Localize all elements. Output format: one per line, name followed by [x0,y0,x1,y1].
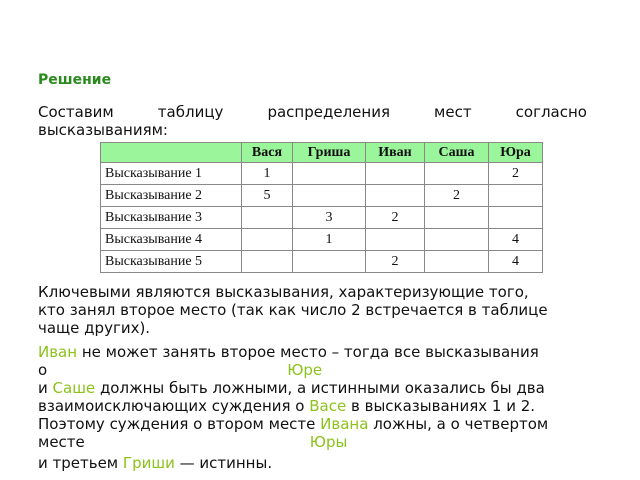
row-label: Высказывание 1 [101,163,242,185]
header-cell: Иван [366,143,425,163]
header-cell: Юра [489,143,543,163]
table-row [101,251,543,273]
text: и третьем [38,454,119,472]
intro-line-2: высказываниям: [38,121,168,139]
table-row [101,163,543,185]
p3-line-3 [38,379,587,397]
table-cell [293,251,366,273]
table-row [101,207,543,229]
p3-line-5 [38,415,587,433]
table-cell [489,185,543,207]
table-cell: 2 [366,207,425,229]
row-label: Высказывание 2 [101,185,242,207]
text: о [38,361,48,379]
header-cell [101,143,242,163]
text: — истинны. [179,454,273,472]
text: должны быть ложными, а истинными оказались бы два [99,379,545,397]
text: не может занять второе место – тогда все высказывания [81,343,539,361]
table-cell [425,229,489,251]
word: таблицу [157,103,224,121]
p3-line-7 [38,454,587,472]
table-cell: 2 [366,251,425,273]
table-cell [293,185,366,207]
intro-line-1 [38,103,587,121]
places-table [100,142,543,273]
table-cell [293,163,366,185]
word: Составим [38,103,114,121]
word: мест [434,103,472,121]
table-cell [242,251,293,273]
word: согласно [515,103,587,121]
table-cell: 2 [425,185,489,207]
text: месте [38,433,85,451]
text: Поэтому суждения о втором месте [38,415,316,433]
text: взаимоисключающих суждения о [38,397,305,415]
name-highlight: Юре [287,361,323,379]
table-row [101,229,543,251]
table-cell: 2 [489,163,543,185]
table-header-row [101,143,543,163]
table-cell [366,229,425,251]
table-cell [489,207,543,229]
text: в высказываниях 1 и 2. [351,397,536,415]
table-cell: 5 [242,185,293,207]
table-cell: 4 [489,251,543,273]
text: и [38,379,48,397]
name-highlight: Саше [52,379,96,397]
table-cell: 1 [242,163,293,185]
name-highlight: Иван [38,343,78,361]
table-cell: 4 [489,229,543,251]
name-highlight: Гриши [122,454,175,472]
p3-line-1 [38,343,587,361]
table-row [101,185,543,207]
table-cell [425,163,489,185]
header-cell: Вася [242,143,293,163]
name-highlight: Юры [309,433,348,451]
header-cell: Саша [425,143,489,163]
p3-line-6 [38,433,587,451]
table-cell [425,251,489,273]
section-title: Решение [38,72,112,88]
table-cell: 1 [293,229,366,251]
table-cell [242,207,293,229]
table-cell: 3 [293,207,366,229]
table-cell [425,207,489,229]
table-cell [242,229,293,251]
table-cell [366,185,425,207]
row-label: Высказывание 4 [101,229,242,251]
p2-line-1: Ключевыми являются высказывания, характеризующие того, [38,283,529,301]
header-cell: Гриша [293,143,366,163]
p3-line-4 [38,397,587,415]
name-highlight: Ивана [320,415,369,433]
row-label: Высказывание 3 [101,207,242,229]
word: распределения [267,103,390,121]
p2-line-2: кто занял второе место (так как число 2 встречается в таблице [38,301,548,319]
name-highlight: Васе [309,397,347,415]
p2-line-3: чаще других). [38,319,151,337]
row-label: Высказывание 5 [101,251,242,273]
text: ложны, а о четвертом [373,415,549,433]
p3-line-2 [38,361,587,379]
table-cell [366,163,425,185]
